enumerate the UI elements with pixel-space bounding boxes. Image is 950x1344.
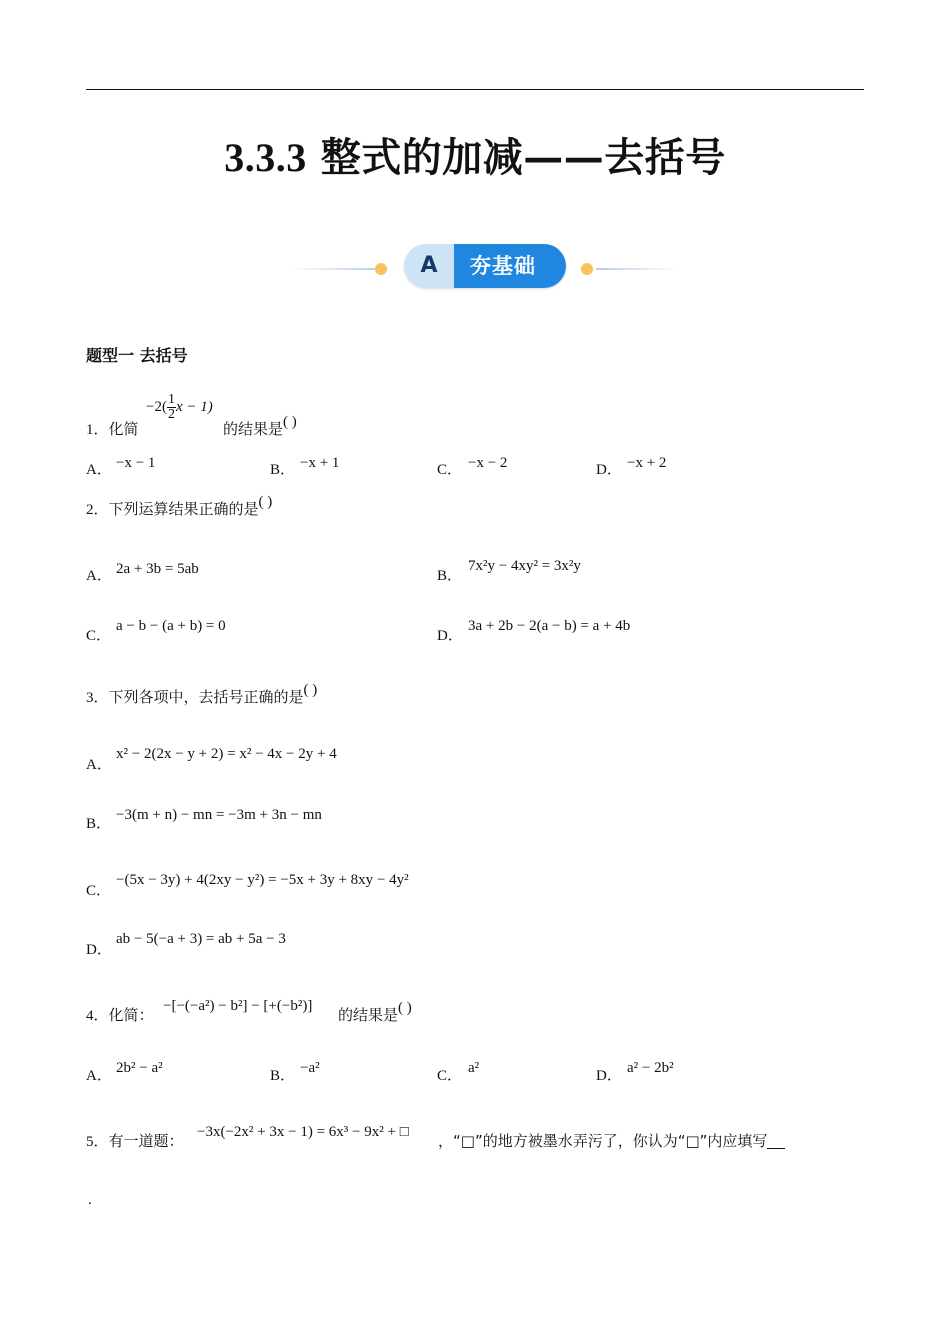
banner-pill [404, 244, 566, 288]
question-1-suffix [223, 414, 297, 440]
expr-before: −2( [146, 398, 167, 415]
answer-paren: ( ) [303, 682, 318, 698]
level-banner [290, 241, 680, 291]
q2-option-b-label: B． [437, 568, 463, 584]
question-suffix: 的结果是 [223, 420, 284, 438]
q4-option-c-math: a² [468, 1060, 480, 1076]
q1-option-c-math: −x − 2 [468, 455, 508, 471]
question-5-suffix [438, 1131, 785, 1152]
q4-option-c-label: C． [437, 1068, 463, 1084]
lesson-title: 整式的加减——去括号 [320, 134, 726, 181]
q1-option-c-label: C． [437, 462, 463, 478]
question-number: 1． [86, 422, 109, 438]
banner-label: 夯基础 [454, 244, 566, 288]
question-5-end: . [88, 1192, 92, 1208]
question-4 [86, 1005, 154, 1026]
q4-option-d-math: a² − 2b² [627, 1060, 674, 1076]
q2-option-c-math: a − b − (a + b) = 0 [116, 618, 226, 634]
q4-option-b-label: B． [270, 1068, 296, 1084]
question-2 [86, 494, 273, 520]
q3-option-d-math: ab − 5(−a + 3) = ab + 5a − 3 [116, 931, 286, 947]
question-prefix: 化简 [108, 420, 139, 438]
q1-option-a-label: A． [86, 462, 112, 478]
q4-option-b-math: −a² [300, 1060, 320, 1076]
q3-option-a-label: A． [86, 757, 112, 773]
expr-after: x − 1) [175, 398, 213, 415]
answer-paren: ( ) [283, 414, 297, 430]
question-prefix: 化简： [108, 1006, 154, 1024]
q1-option-a-math: −x − 1 [116, 455, 156, 471]
question-number: 5． [86, 1134, 109, 1150]
question-text: 下列运算结果正确的是 [108, 500, 259, 518]
q2-option-d-label: D． [437, 628, 463, 644]
q1-option-b-label: B． [270, 462, 296, 478]
q2-option-d-math: 3a + 2b − 2(a − b) = a + 4b [468, 618, 631, 634]
q4-option-a-label: A． [86, 1068, 112, 1084]
page-title [0, 130, 950, 186]
section-heading: 题型一 去括号 [86, 346, 188, 365]
banner-letter: A [404, 244, 454, 288]
question-1 [86, 419, 139, 440]
q1-option-d-label: D． [596, 462, 622, 478]
question-5 [86, 1131, 184, 1152]
fraction-denominator: 2 [167, 407, 175, 422]
question-4-expression: −[−(−a²) − b²] − [+(−b²)] [163, 998, 313, 1014]
answer-blank[interactable] [767, 1133, 785, 1149]
question-5-expression: −3x(−2x² + 3x − 1) = 6x³ − 9x² + □ [197, 1124, 409, 1140]
header-rule [86, 89, 864, 90]
q1-option-b-math: −x + 1 [300, 455, 340, 471]
q3-option-b-math: −3(m + n) − mn = −3m + 3n − mn [116, 807, 322, 823]
q2-option-b-math: 7x²y − 4xy² = 3x²y [468, 558, 581, 574]
lesson-number: 3.3.3 [224, 135, 307, 180]
fraction [167, 393, 176, 422]
fraction-numerator: 1 [167, 392, 175, 407]
q2-option-c-label: C． [86, 628, 112, 644]
q4-option-d-label: D． [596, 1068, 622, 1084]
question-number: 4． [86, 1008, 109, 1024]
question-3 [86, 682, 318, 708]
answer-paren: ( ) [258, 494, 273, 510]
question-number: 3． [86, 690, 109, 706]
banner-line-left [290, 268, 378, 270]
question-suffix: ，“□”的地方被墨水弄污了，你认为“□”内应填写 [438, 1132, 768, 1150]
banner-dot-right [581, 263, 593, 275]
question-prefix: 有一道题： [108, 1132, 184, 1150]
q3-option-c-label: C． [86, 883, 112, 899]
q2-option-a-math: 2a + 3b = 5ab [116, 561, 199, 577]
q3-option-d-label: D． [86, 942, 112, 958]
q3-option-b-label: B． [86, 816, 112, 832]
q2-option-a-label: A． [86, 568, 112, 584]
question-number: 2． [86, 502, 109, 518]
answer-paren: ( ) [398, 1000, 412, 1016]
banner-dot-left [375, 263, 387, 275]
banner-line-right [596, 268, 680, 270]
q4-option-a-math: 2b² − a² [116, 1060, 163, 1076]
question-suffix: 的结果是 [338, 1006, 399, 1024]
q1-option-d-math: −x + 2 [627, 455, 667, 471]
question-4-suffix [338, 1000, 412, 1026]
question-1-expression [146, 393, 213, 422]
question-text: 下列各项中，去括号正确的是 [108, 688, 304, 706]
q3-option-a-math: x² − 2(2x − y + 2) = x² − 4x − 2y + 4 [116, 746, 337, 762]
q3-option-c-math: −(5x − 3y) + 4(2xy − y²) = −5x + 3y + 8xy − 4y² [116, 872, 409, 888]
